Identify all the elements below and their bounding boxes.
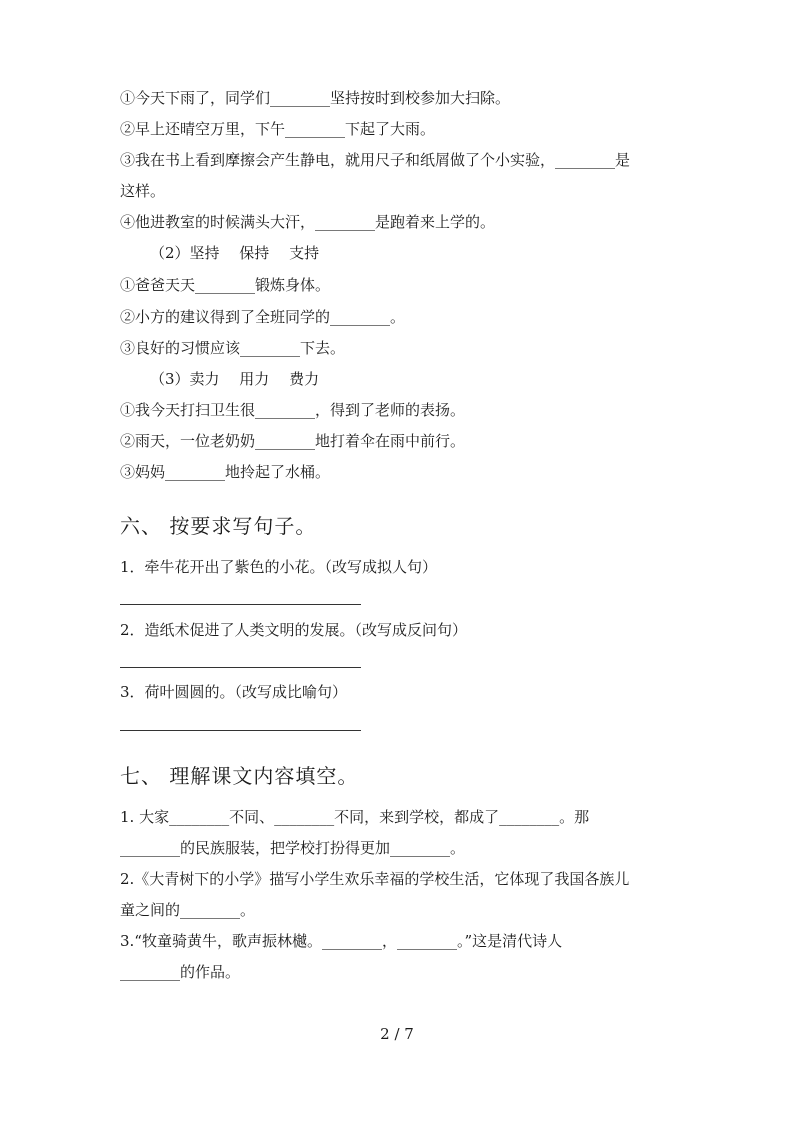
fill-item-2: ②雨天，一位老奶奶________地打着伞在雨中前行。 <box>120 432 466 450</box>
question-1: 1. 大家________不同、________不同，来到学校，都成了________。那 <box>120 808 590 826</box>
fill-item-2: ②早上还晴空万里，下午________下起了大雨。 <box>120 120 436 138</box>
fill-item-3-continued: 这样。 <box>120 182 166 200</box>
question-3-continued: ________的作品。 <box>120 963 241 981</box>
fill-item-3: ③我在书上看到摩擦会产生静电，就用尺子和纸屑做了个小实验，________是 <box>120 151 631 169</box>
word-choice-header: （3）卖力 用力 费力 <box>150 370 320 388</box>
question-2: 2.《大青树下的小学》描写小学生欢乐幸福的学校生活，它体现了我国各族儿 <box>120 870 630 888</box>
question-3: 3．荷叶圆圆的。（改写成比喻句） <box>120 683 348 701</box>
fill-item-1: ①今天下雨了，同学们________坚持按时到校参加大扫除。 <box>120 89 511 107</box>
fill-item-1: ①爸爸天天________锻炼身体。 <box>120 276 331 294</box>
answer-line-2[interactable] <box>120 667 361 668</box>
fill-item-4: ④他进教室的时候满头大汗，________是跑着来上学的。 <box>120 213 496 231</box>
section-title: 七、 理解课文内容填空。 <box>120 764 359 788</box>
answer-line-1[interactable] <box>120 604 361 605</box>
fill-item-2: ②小方的建议得到了全班同学的________。 <box>120 308 406 326</box>
answer-line-3[interactable] <box>120 730 361 731</box>
page-number: 2 / 7 <box>380 1025 414 1043</box>
section-title: 六、 按要求写句子。 <box>120 514 317 538</box>
question-1-continued: ________的民族服装，把学校打扮得更加________。 <box>120 839 466 857</box>
fill-item-1: ①我今天打扫卫生很________，得到了老师的表扬。 <box>120 401 466 419</box>
word-choice-header: （2）坚持 保持 支持 <box>150 244 320 262</box>
question-2: 2．造纸术促进了人类文明的发展。（改写成反问句） <box>120 621 468 639</box>
question-1: 1．牵牛花开出了紫色的小花。（改写成拟人句） <box>120 558 438 576</box>
question-3: 3.“牧童骑黄牛，歌声振林樾。________，________。”这是清代诗人 <box>120 932 563 950</box>
fill-item-3: ③良好的习惯应该________下去。 <box>120 339 346 357</box>
fill-item-3: ③妈妈________地拎起了水桶。 <box>120 463 331 481</box>
question-2-continued: 童之间的________。 <box>120 901 256 919</box>
